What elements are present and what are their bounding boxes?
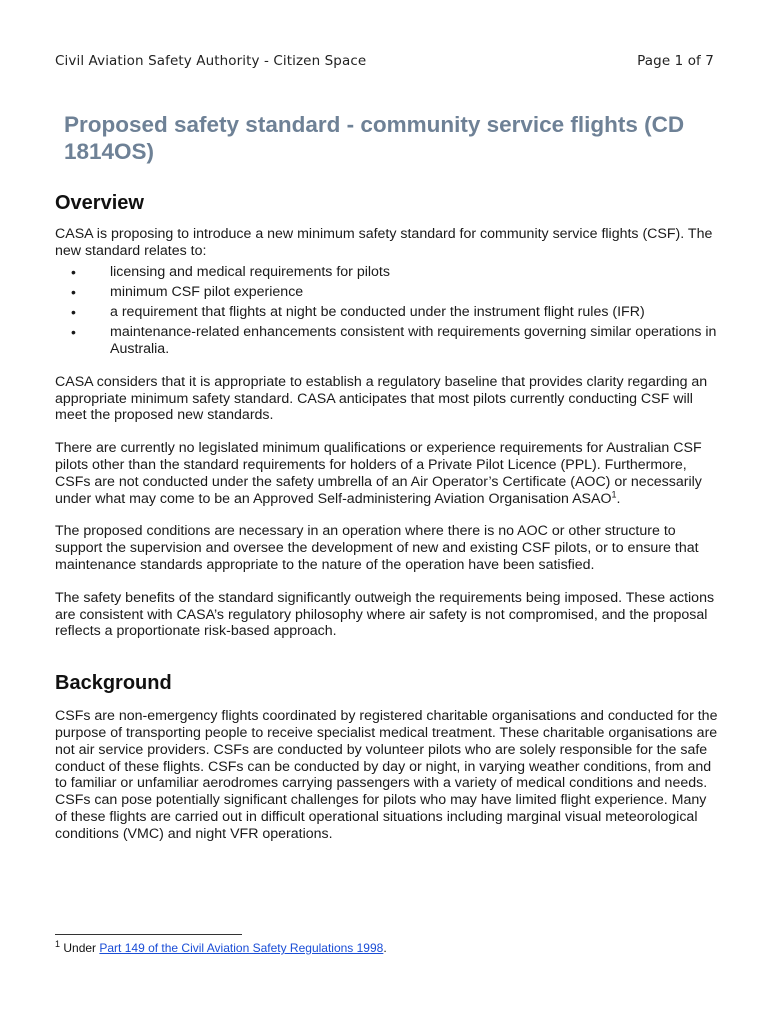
- footnote-divider: [55, 934, 242, 935]
- overview-paragraph-1: CASA considers that it is appropriate to establish a regulatory baseline that provides clarity regarding an appropriate minimum safety standard. CASA anticipates that most pilots currently conducting CSF will meet the proposed new standards.: [55, 373, 708, 424]
- page-number: Page 1 of 7: [637, 53, 714, 69]
- overview-paragraph-3: The proposed conditions are necessary in an operation where there is no AOC or other structure to support the supervision and oversee the development of new and existing CSF pilots, or to ensure that maintenance standards appropriate to the nature of the operation have been satisfied.: [55, 523, 699, 573]
- list-item: • minimum CSF pilot experience: [71, 283, 304, 300]
- overview-paragraph-2: There are currently no legislated minimum qualifications or experience requirements for Australian CSF pilots other than the standard requirements for holders of a Private Pilot Licence (PPL). Furthermore, CSFs are not conducted under the safety umbrella of an Air Operator’s Certificate (AOC) or necessarily under what may come to be an Approved Self-administering Aviation Organisation ASAO$^1$.: [55, 440, 702, 507]
- footnote-reference[interactable]: 1: [611, 488, 617, 499]
- overview-bullet-list: [55, 264, 720, 358]
- list-item: • a requirement that flights at night be conducted under the instrument flight rules (IFR): [71, 303, 645, 320]
- overview-paragraph-4: The safety benefits of the standard significantly outweigh the requirements being imposed. These actions are consistent with CASA’s regulatory philosophy where air safety is not compromised, and the proposal reflects a proportionate risk-based approach.: [55, 589, 715, 640]
- document-title: Proposed safety standard - community service flights (CD 1814OS): [64, 112, 685, 164]
- background-heading: Background: [55, 672, 172, 695]
- overview-intro: CASA is proposing to introduce a new minimum safety standard for community service flights (CSF). The new standard relates to:: [55, 226, 713, 259]
- bullet-icon: •: [71, 303, 76, 320]
- footnote: $^1$ Under Part 149 of the Civil Aviation Safety Regulations 1998.: [55, 939, 387, 955]
- overview-heading: Overview: [55, 192, 144, 214]
- footnote-link[interactable]: Part 149 of the Civil Aviation Safety Regulations 1998: [99, 941, 384, 955]
- bullet-icon: •: [71, 324, 76, 341]
- document-body: [55, 190, 720, 842]
- bullet-icon: •: [71, 283, 76, 300]
- list-item: • licensing and medical requirements for pilots: [71, 263, 390, 280]
- page-header-title: Civil Aviation Safety Authority - Citizen Space: [55, 53, 367, 69]
- bullet-icon: •: [71, 263, 76, 280]
- background-paragraph-1: CSFs are non-emergency flights coordinated by registered charitable organisations and conducted for the purpose of transporting people to receive specialist medical treatment. These charitable organisations are not air service providers. CSFs are conducted by volunteer pilots who are solely responsible for the safe conduct of these flights. CSFs can be conducted by day or night, in varying weather conditions, from and to familiar or unfamiliar aerodromes carrying passengers with a variety of medical conditions and needs. CSFs can pose potentially significant challenges for pilots who may have limited flight experience. Many of these flights are carried out in difficult operational situations including marginal visual meteorological conditions (VMC) and night VFR operations.: [55, 708, 718, 842]
- list-item: • maintenance-related enhancements consistent with requirements governing similar operations in Australia.: [71, 324, 717, 357]
